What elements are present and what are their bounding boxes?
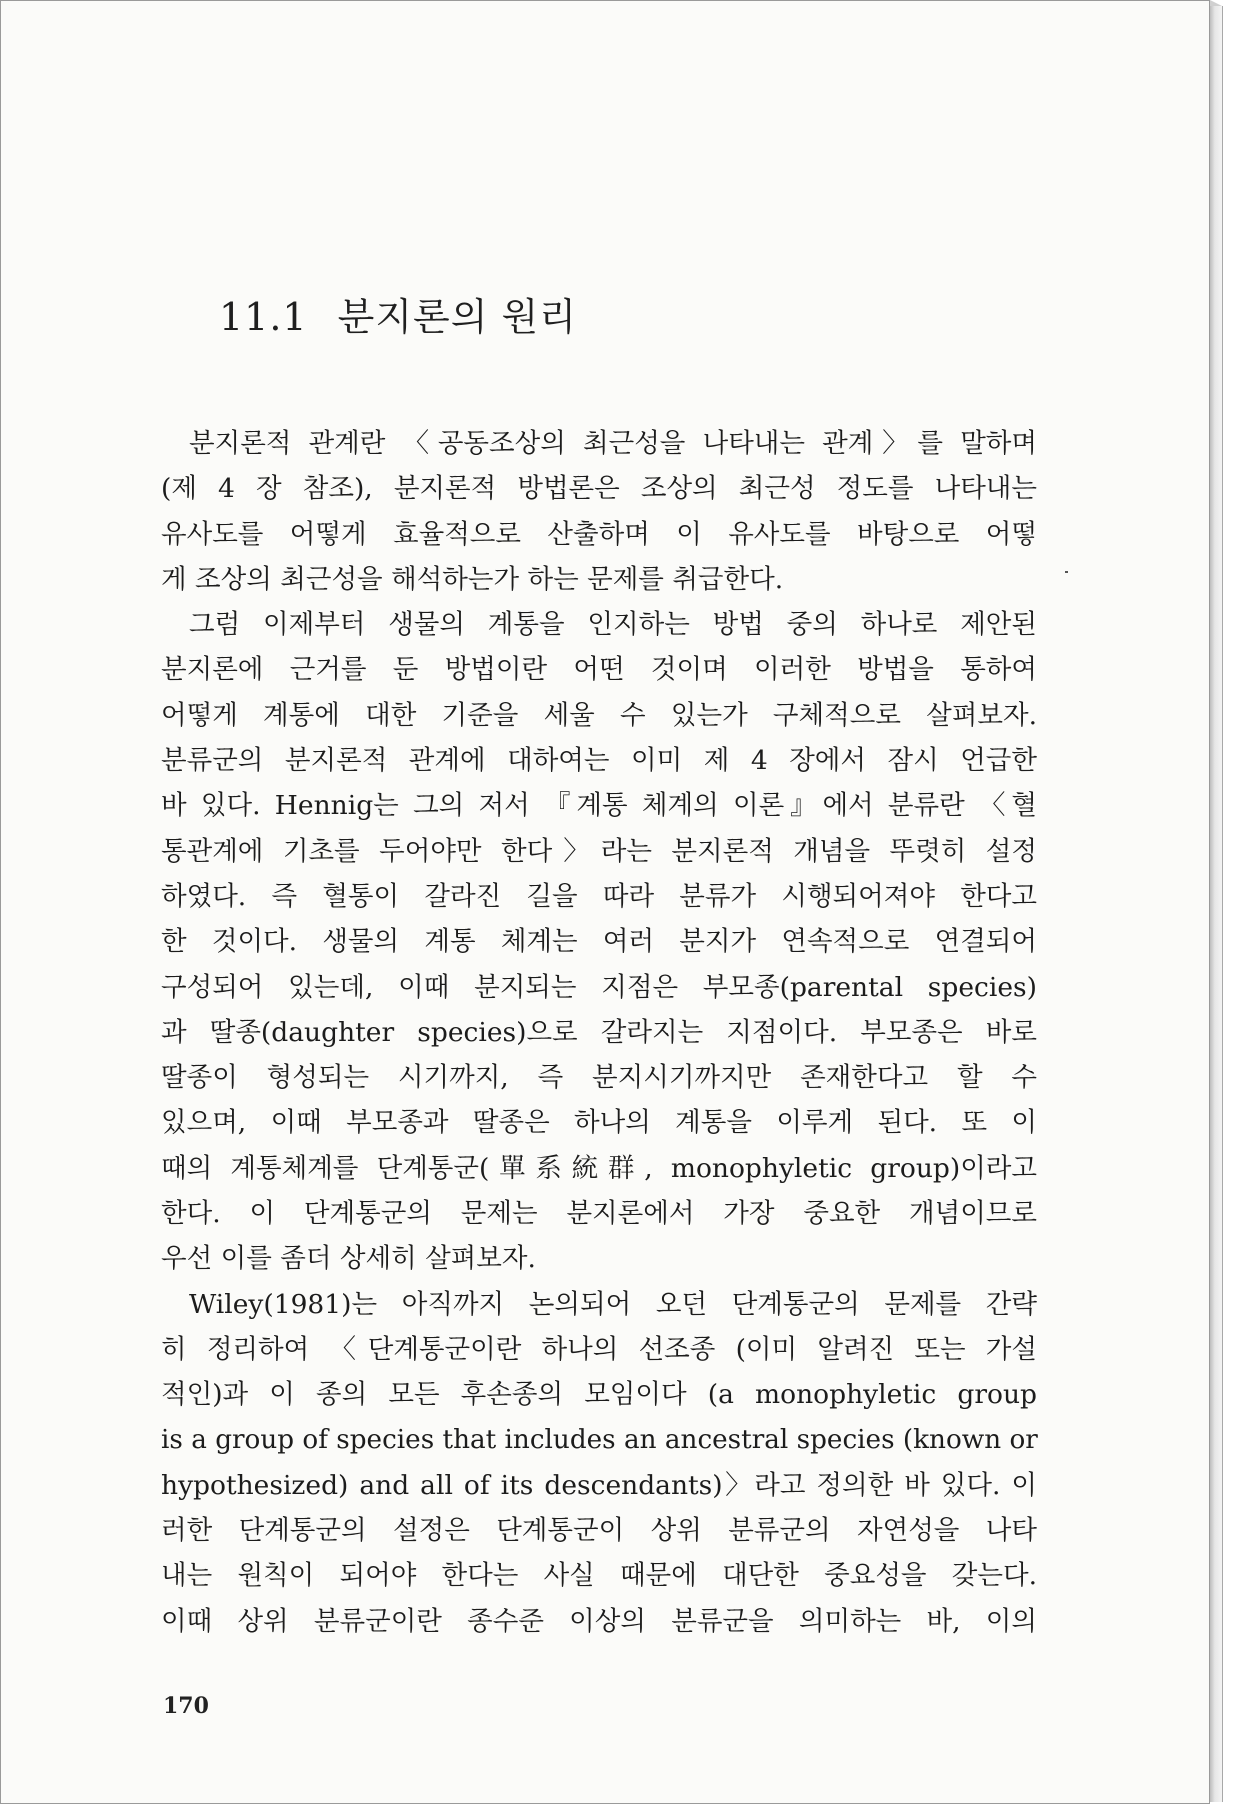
text-line: 이때 상위 분류군이란 종수준 이상의 분류군을 의미하는 바, 이의: [161, 1605, 1037, 1637]
text-line: 바 있다. Hennig는 그의 저서 『계통 체계의 이론』에서 분류란 〈혈: [161, 790, 1037, 822]
text-line: 때의 계통체계를 단계통군(單系統群, monophyletic group)이라고: [161, 1152, 1037, 1184]
text-line: 적인)과 이 종의 모든 후손종의 모임이다 (a monophyletic group: [161, 1379, 1037, 1411]
text-line: 어떻게 계통에 대한 기준을 세울 수 있는가 구체적으로 살펴보자.: [161, 699, 1037, 731]
text-line: 분지론적 관계란 〈공동조상의 최근성을 나타내는 관계〉를 말하며: [189, 428, 1037, 459]
text-line: 한 것이다. 생물의 계통 체계는 여러 분지가 연속적으로 연결되어: [161, 926, 1037, 958]
text-line: 구성되어 있는데, 이때 분지되는 지점은 부모종(parental species): [161, 971, 1037, 1003]
text-line: 러한 단계통군의 설정은 단계통군이 상위 분류군의 자연성을 나타: [161, 1515, 1037, 1547]
text-line: hypothesized) and all of its descendants)〉라고 정의한 바 있다. 이: [161, 1469, 1037, 1501]
scan-speck: [1065, 571, 1068, 573]
text-line: (제 4 장 참조), 분지론적 방법론은 조상의 최근성 정도를 나타내는: [161, 473, 1037, 505]
text-line: 분류군의 분지론적 관계에 대하여는 이미 제 4 장에서 잠시 언급한: [161, 745, 1037, 777]
text-line: 히 정리하여 〈단계통군이란 하나의 선조종 (이미 알려진 또는 가설: [161, 1333, 1037, 1365]
text-line: 딸종이 형성되는 시기까지, 즉 분지시기까지만 존재한다고 할 수: [161, 1062, 1037, 1094]
text-line: 내는 원칙이 되어야 한다는 사실 때문에 대단한 중요성을 갖는다.: [161, 1560, 1037, 1592]
text-line: 분지론에 근거를 둔 방법이란 어떤 것이며 이러한 방법을 통하여: [161, 654, 1037, 686]
text-line: 하였다. 즉 혈통이 갈라진 길을 따라 분류가 시행되어져야 한다고: [161, 880, 1037, 912]
text-line: 있으며, 이때 부모종과 딸종은 하나의 계통을 이루게 된다. 또 이: [161, 1107, 1037, 1139]
text-line: 게 조상의 최근성을 해석하는가 하는 문제를 취급한다.: [161, 563, 784, 595]
text-line: 유사도를 어떻게 효율적으로 산출하며 이 유사도를 바탕으로 어떻: [161, 518, 1037, 550]
section-heading: [219, 286, 577, 341]
text-line: 한다. 이 단계통군의 문제는 분지론에서 가장 중요한 개념이므로: [161, 1198, 1037, 1230]
text-line: is a group of species that includes an ancestral species (known or: [161, 1424, 1038, 1455]
text-line: 통관계에 기초를 두어야만 한다〉라는 분지론적 개념을 뚜렷히 설정: [161, 835, 1037, 867]
page-stack-edge: [1210, 6, 1223, 1802]
text-line: 그럼 이제부터 생물의 계통을 인지하는 방법 중의 하나로 제안된: [189, 609, 1037, 641]
section-number: 11.1: [219, 295, 308, 339]
text-line: Wiley(1981)는 아직까지 논의되어 오던 단계통군의 문제를 간략: [189, 1288, 1037, 1320]
text-line: 우선 이를 좀더 상세히 살펴보자.: [161, 1243, 536, 1275]
page-number: 170: [163, 1693, 209, 1719]
section-title-text: 분지론의 원리: [337, 295, 577, 339]
text-line: 과 딸종(daughter species)으로 갈라지는 지점이다. 부모종은 바로: [161, 1016, 1037, 1048]
body-text: [161, 421, 1037, 1644]
